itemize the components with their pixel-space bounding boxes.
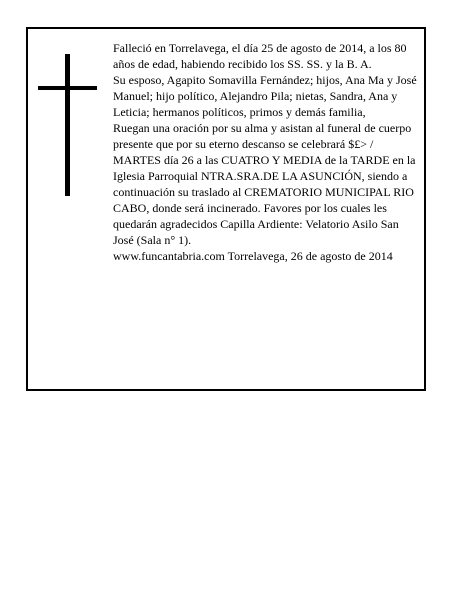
footer-source-date: www.funcantabria.com Torrelavega, 26 de agosto de 2014 — [113, 249, 393, 263]
cross-horizontal-bar — [38, 86, 97, 90]
death-announcement: Falleció en Torrelavega, el día 25 de agosto de 2014, a los 80 años de edad, habiendo recibido los SS. SS. y la B. A. — [113, 41, 407, 71]
funeral-request: Ruegan una oración por su alma y asistan al funeral de cuerpo presente que por su eterno descanso se celebrará $£> / MARTES día 26 a las CUATRO Y MEDIA de la TARDE en la Iglesia Parroquial NTRA.SRA.DE LA ASUNCIÓN, siendo a continuación su traslado al CREMATORIO MUNICIPAL RIO CABO, donde será incinerado. Favores por los cuales les quedarán agradecidos Capilla Ardiente: Velatorio Asilo San José (Sala n° 1). — [113, 121, 416, 247]
obituary-text — [113, 40, 421, 264]
cross-vertical-bar — [65, 54, 70, 196]
family-list: Su esposo, Agapito Somavilla Fernández; hijos, Ana Ma y José Manuel; hijo político, Alejandro Pila; nietas, Sandra, Ana y Leticia; hermanos políticos, primos y demás familia, — [113, 73, 417, 119]
